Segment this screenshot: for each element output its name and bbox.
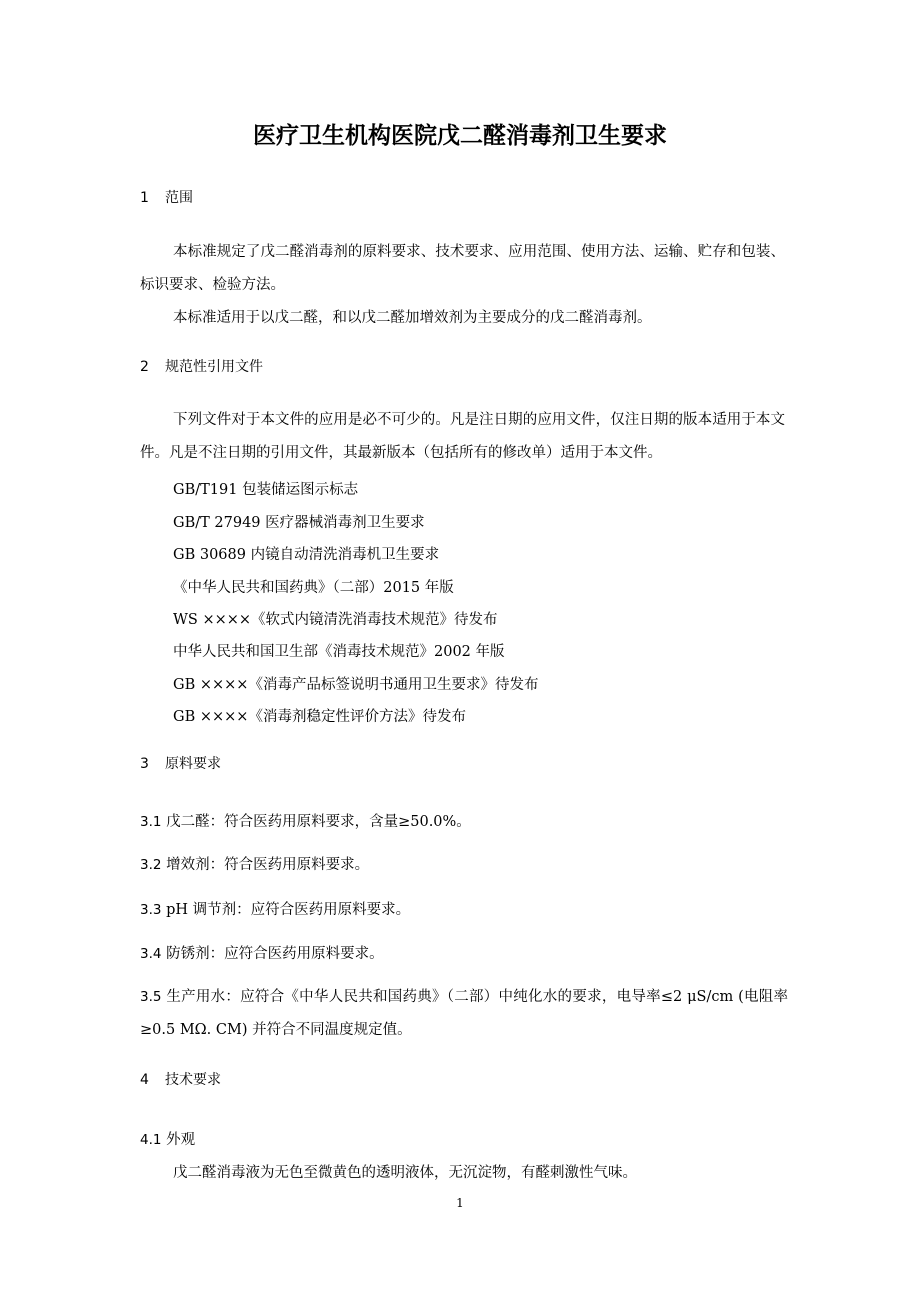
reference-item: GB ××××《消毒产品标签说明书通用卫生要求》待发布 [173,677,539,693]
section-heading-raw-materials [140,753,221,773]
section-title: 范围 [165,190,193,206]
clause-text: pH 调节剂：应符合医药用原料要求。 [166,902,411,918]
reference-item: 中华人民共和国卫生部《消毒技术规范》2002 年版 [173,644,505,660]
raw-material-item [140,981,788,1047]
document-title: 医疗卫生机构医院戊二醛消毒剂卫生要求 [253,123,667,149]
raw-material-item [140,898,410,919]
subsection-heading-appearance [140,1128,195,1149]
raw-material-item [140,942,384,963]
clause-text: 戊二醛：符合医药用原料要求，含量≥50.0%。 [166,814,471,830]
section-heading-references [140,356,263,376]
section-number: 1 [140,190,149,206]
raw-material-item [140,853,369,874]
reference-item: WS ××××《软式内镜清洗消毒技术规范》待发布 [173,612,498,628]
reference-item: GB ××××《消毒剂稳定性评价方法》待发布 [173,709,466,725]
section-number: 2 [140,359,149,375]
section-title: 技术要求 [165,1072,221,1088]
section-heading-scope [140,187,193,207]
scope-paragraph-1: 本标准规定了戊二醛消毒剂的原料要求、技术要求、应用范围、使用方法、运输、贮存和包装、标识要求、检验方法。 [140,244,785,293]
clause-number: 4.1 [140,1132,162,1148]
reference-item: GB/T191 包装储运图示标志 [173,482,359,498]
section-number: 3 [140,756,149,772]
section-number: 4 [140,1072,149,1088]
reference-item: GB 30689 内镜自动清洗消毒机卫生要求 [173,547,440,563]
references-intro: 下列文件对于本文件的应用是必不可少的。凡是注日期的应用文件，仅注日期的版本适用于本文件。凡是不注日期的引用文件，其最新版本（包括所有的修改单）适用于本文件。 [140,412,785,461]
clause-text: 生产用水：应符合《中华人民共和国药典》（二部）中纯化水的要求，电导率≤2 μS/cm (电阻率≥0.5 MΩ. CM) 并符合不同温度规定值。 [140,989,789,1038]
clause-number: 3.5 [140,989,162,1005]
clause-text: 增效剂：符合医药用原料要求。 [166,857,370,873]
subsection-title: 外观 [166,1132,196,1148]
section-title: 原料要求 [165,756,221,772]
appearance-paragraph: 戊二醛消毒液为无色至微黄色的透明液体，无沉淀物，有醛刺激性气味。 [173,1165,637,1181]
page-number: 1 [456,1196,464,1210]
section-title: 规范性引用文件 [165,359,263,375]
clause-number: 3.4 [140,946,162,962]
clause-number: 3.1 [140,814,162,830]
clause-number: 3.3 [140,902,162,918]
clause-number: 3.2 [140,857,162,873]
reference-item: 《中华人民共和国药典》（二部）2015 年版 [173,580,454,596]
section-heading-technical [140,1069,221,1089]
clause-text: 防锈剂：应符合医药用原料要求。 [166,946,384,962]
raw-material-item [140,810,471,831]
scope-paragraph-2: 本标准适用于以戊二醛，和以戊二醛加增效剂为主要成分的戊二醛消毒剂。 [173,310,652,326]
reference-item: GB/T 27949 医疗器械消毒剂卫生要求 [173,515,425,531]
